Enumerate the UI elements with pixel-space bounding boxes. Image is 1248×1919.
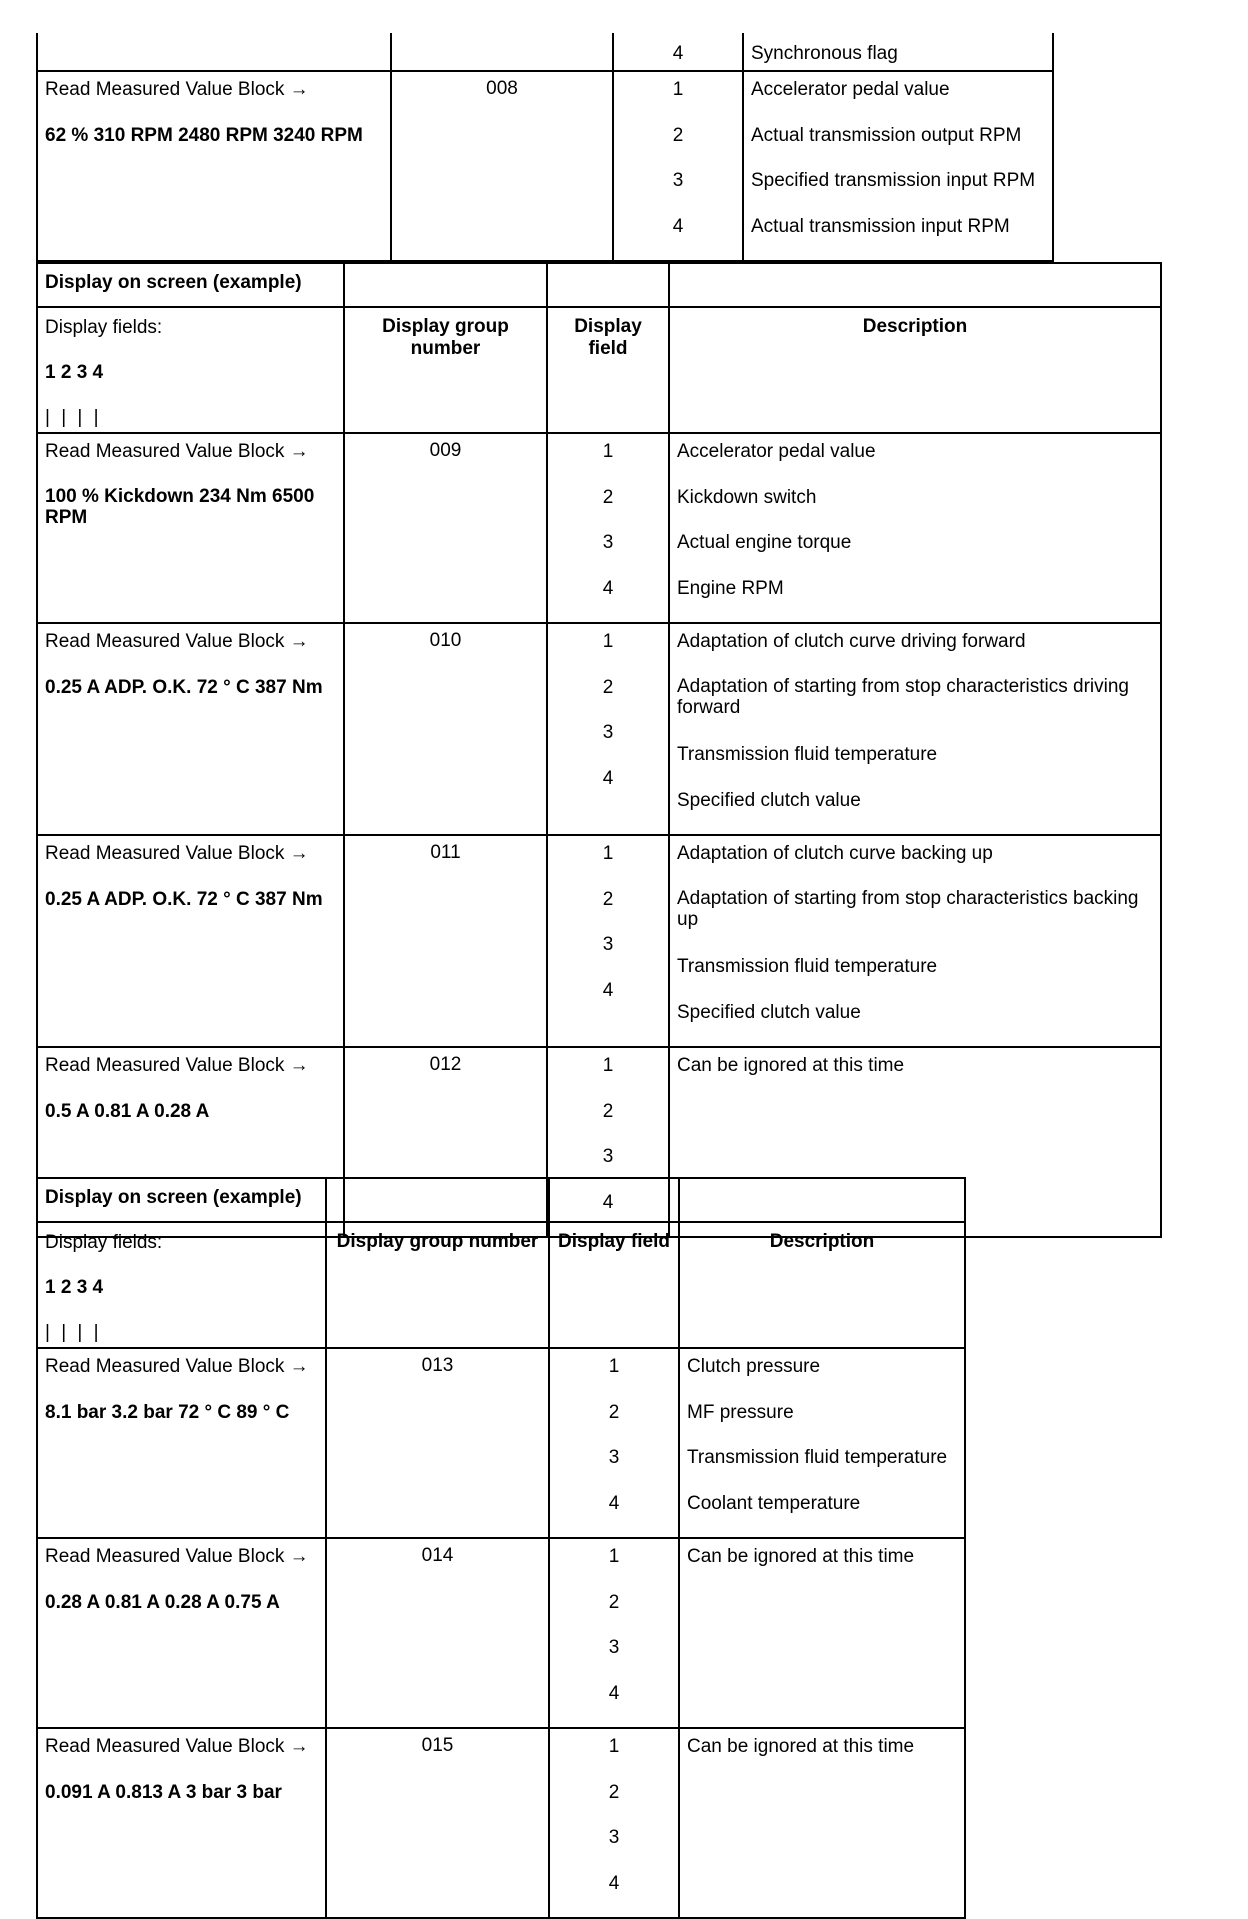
field-description: Transmission fluid temperature <box>677 744 938 765</box>
display-field: 3 <box>608 1637 620 1658</box>
column-header-group: Display group number <box>344 307 547 433</box>
table-row <box>37 33 1053 71</box>
display-field: 2 <box>608 1591 620 1613</box>
display-fields-label: Display fields: <box>45 1232 163 1253</box>
display-fields-numbers: 1 2 3 4 <box>45 362 104 383</box>
measured-value-readout: 62 % 310 RPM 2480 RPM 3240 RPM <box>45 124 363 146</box>
measured-value-block-label: Read Measured Value Block → <box>45 631 309 652</box>
column-header-row <box>37 307 1161 433</box>
column-header-description: Description <box>679 1222 965 1348</box>
column-header-row <box>37 1222 965 1348</box>
field-description: Adaptation of clutch curve driving forward <box>677 631 1026 652</box>
display-field: 3 <box>672 170 684 191</box>
measured-value-readout: 8.1 bar 3.2 bar 72 ° C 89 ° C <box>45 1401 290 1423</box>
field-description: Can be ignored at this time <box>687 1546 915 1567</box>
field-description: Actual transmission input RPM <box>751 215 1010 237</box>
display-field: 4 <box>608 1492 620 1514</box>
display-group-number: 009 <box>429 440 462 461</box>
measured-value-readout: 0.25 A ADP. O.K. 72 ° C 387 Nm <box>45 888 323 910</box>
measured-value-readout: 0.5 A 0.81 A 0.28 A <box>45 1100 210 1122</box>
display-group-number: 008 <box>486 78 518 99</box>
table-row <box>37 433 1161 623</box>
measured-value-readout: 100 % Kickdown 234 Nm 6500 RPM <box>45 485 315 528</box>
display-group-number: 015 <box>421 1735 454 1756</box>
display-field: 4 <box>602 577 614 599</box>
field-description: Adaptation of starting from stop characteristics driving forward <box>677 675 1129 718</box>
display-field: 3 <box>602 722 614 743</box>
measured-value-block-label: Read Measured Value Block → <box>45 1356 309 1377</box>
display-field: 2 <box>608 1401 620 1423</box>
display-field: 1 <box>602 631 614 652</box>
measured-value-block-label: Read Measured Value Block → <box>45 1736 309 1757</box>
display-field: 2 <box>602 676 614 698</box>
display-field: 3 <box>608 1827 620 1848</box>
display-field: 1 <box>608 1546 620 1567</box>
display-group-number: 010 <box>429 630 462 651</box>
field-description: Clutch pressure <box>687 1356 821 1377</box>
measured-value-block-label: Read Measured Value Block → <box>45 441 309 462</box>
measured-value-block-label: Read Measured Value Block → <box>45 1055 309 1076</box>
table-2 <box>36 262 1162 1238</box>
table-row <box>37 1728 965 1918</box>
display-field: 2 <box>672 124 684 146</box>
display-field: 4 <box>602 767 614 789</box>
measured-value-readout: 0.25 A ADP. O.K. 72 ° C 387 Nm <box>45 676 323 698</box>
measured-value-block-label: Read Measured Value Block → <box>45 79 309 100</box>
field-description: Coolant temperature <box>687 1492 861 1514</box>
display-field: 3 <box>602 1146 614 1167</box>
table-row <box>37 1538 965 1728</box>
display-field: 1 <box>602 1055 614 1076</box>
column-header-field: Display field <box>547 307 669 433</box>
display-group-number: 013 <box>421 1355 454 1376</box>
display-field: 4 <box>672 43 684 64</box>
display-field: 2 <box>608 1781 620 1803</box>
table-title-row <box>37 1178 965 1222</box>
table-row <box>37 835 1161 1047</box>
display-fields-label: Display fields: <box>45 317 163 338</box>
field-description: MF pressure <box>687 1401 794 1423</box>
field-description: Actual engine torque <box>677 532 852 553</box>
field-description: Accelerator pedal value <box>677 441 876 462</box>
field-description: Adaptation of clutch curve backing up <box>677 843 993 864</box>
field-description: Can be ignored at this time <box>677 1055 905 1076</box>
table-3 <box>36 1177 966 1919</box>
display-group-number: 011 <box>430 842 461 863</box>
table-1 <box>36 33 1054 262</box>
table-title-row <box>37 263 1161 307</box>
display-field: 1 <box>672 79 684 100</box>
display-field: 1 <box>608 1356 620 1377</box>
table-row <box>37 1348 965 1538</box>
measured-value-readout: 0.091 A 0.813 A 3 bar 3 bar <box>45 1781 282 1803</box>
column-header-group: Display group number <box>326 1222 549 1348</box>
display-field: 3 <box>602 532 614 553</box>
field-description: Specified clutch value <box>677 789 861 811</box>
field-description: Accelerator pedal value <box>751 79 950 100</box>
table-row <box>37 71 1053 261</box>
display-field: 4 <box>608 1682 620 1704</box>
display-field: 4 <box>672 215 684 237</box>
field-description: Specified clutch value <box>677 1001 861 1023</box>
column-header-field: Display field <box>549 1222 679 1348</box>
display-field: 1 <box>608 1736 620 1757</box>
field-description: Can be ignored at this time <box>687 1736 915 1757</box>
measured-value-block-label: Read Measured Value Block → <box>45 843 309 864</box>
display-fields-ticks: | | | | <box>45 1322 102 1343</box>
display-field: 1 <box>602 441 614 462</box>
measured-value-readout: 0.28 A 0.81 A 0.28 A 0.75 A <box>45 1591 280 1613</box>
column-header-description: Description <box>669 307 1161 433</box>
display-field: 4 <box>602 1191 614 1213</box>
table-title: Display on screen (example) <box>37 1178 326 1222</box>
display-field: 1 <box>602 843 614 864</box>
field-description: Transmission fluid temperature <box>687 1447 948 1468</box>
table-row <box>37 623 1161 835</box>
display-field: 4 <box>602 979 614 1001</box>
field-description: Specified transmission input RPM <box>751 170 1036 191</box>
field-description: Kickdown switch <box>677 486 817 508</box>
field-description: Transmission fluid temperature <box>677 956 938 977</box>
display-group-number: 014 <box>421 1545 454 1566</box>
measured-value-block-label: Read Measured Value Block → <box>45 1546 309 1567</box>
display-fields-numbers: 1 2 3 4 <box>45 1277 104 1298</box>
display-group-number: 012 <box>429 1054 462 1075</box>
display-fields-ticks: | | | | <box>45 407 102 428</box>
field-description: Synchronous flag <box>751 43 898 64</box>
display-field: 2 <box>602 1100 614 1122</box>
display-field: 2 <box>602 888 614 910</box>
field-description: Actual transmission output RPM <box>751 124 1022 146</box>
display-field: 2 <box>602 486 614 508</box>
display-field: 3 <box>608 1447 620 1468</box>
field-description: Adaptation of starting from stop characteristics backing up <box>677 887 1139 930</box>
table-title: Display on screen (example) <box>37 263 344 307</box>
display-field: 3 <box>602 934 614 955</box>
display-field: 4 <box>608 1872 620 1894</box>
field-description: Engine RPM <box>677 577 784 599</box>
